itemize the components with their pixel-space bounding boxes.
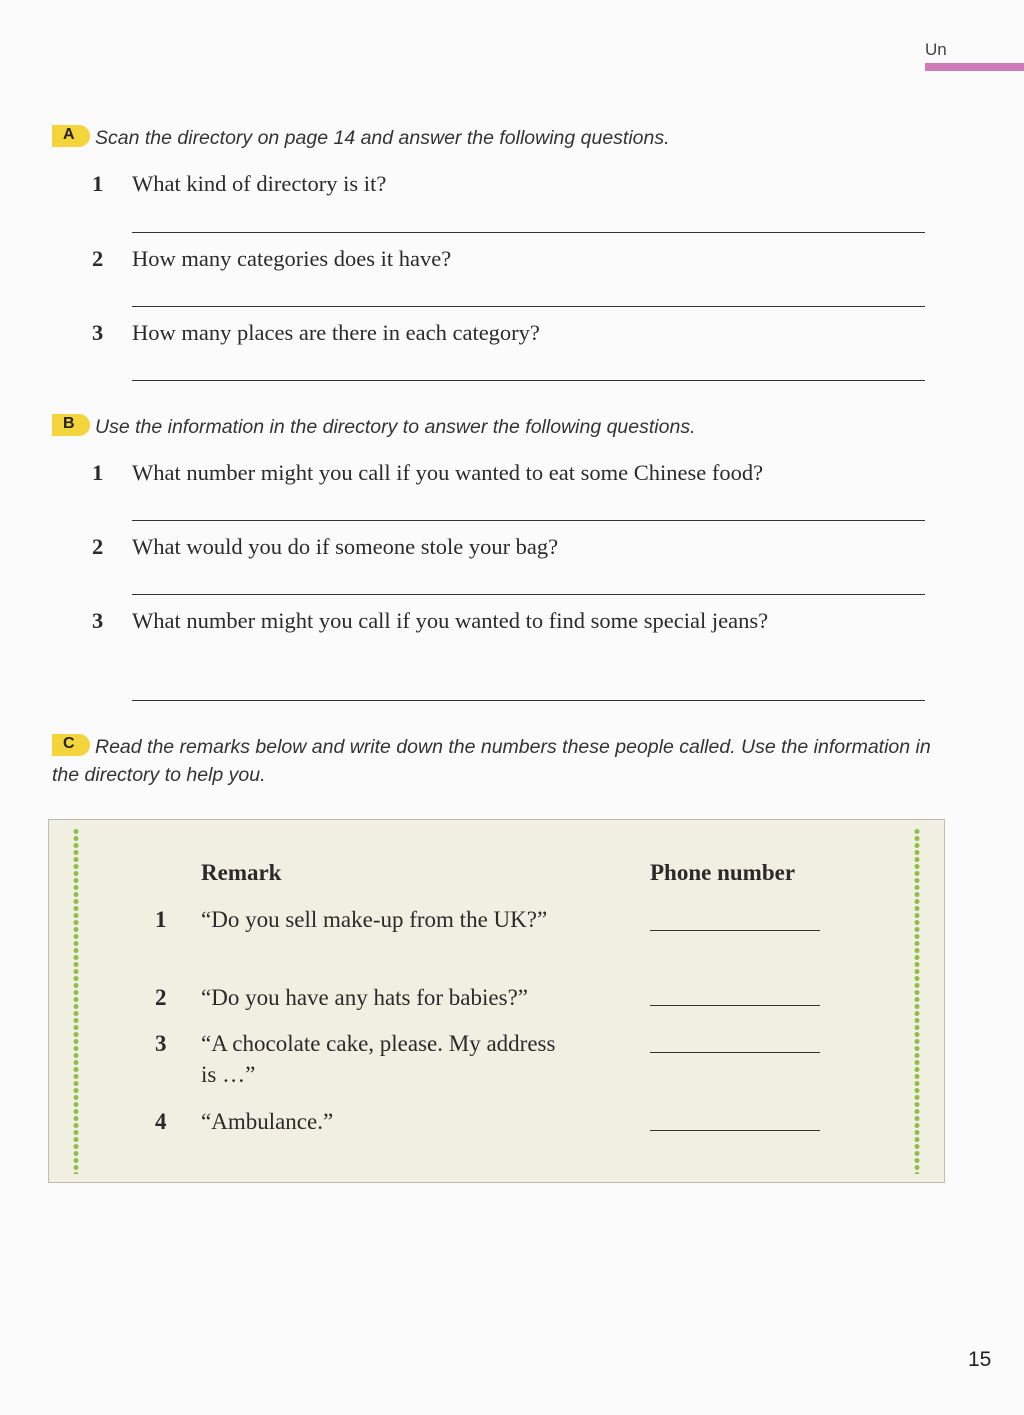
section-a-instruction: Scan the directory on page 14 and answer the following questions. — [95, 127, 670, 149]
question-a3 — [92, 317, 962, 349]
question-a2 — [92, 243, 962, 275]
unit-color-bar — [925, 63, 1024, 71]
right-vine-border — [912, 828, 922, 1174]
question-text: What kind of directory is it? — [132, 171, 387, 196]
question-number: 2 — [92, 246, 104, 271]
section-a-badge: A — [52, 125, 90, 147]
answer-line-b2[interactable] — [132, 594, 925, 595]
unit-tab-label: Un — [925, 40, 947, 59]
left-vine-border — [71, 828, 81, 1174]
question-text: How many categories does it have? — [132, 246, 452, 271]
page-number: 15 — [968, 1348, 992, 1371]
phone-answer-line-1[interactable] — [650, 930, 820, 931]
remark-text: “Do you sell make-up from the UK?” — [201, 907, 548, 932]
answer-line-a3[interactable] — [132, 380, 925, 381]
remark-number: 2 — [155, 985, 167, 1010]
phone-answer-line-4[interactable] — [650, 1130, 820, 1131]
remark-row-4 — [155, 1106, 595, 1137]
section-b-badge: B — [52, 414, 90, 436]
question-number: 3 — [92, 608, 104, 633]
answer-line-b1[interactable] — [132, 520, 925, 521]
section-b-heading — [52, 413, 695, 441]
remark-number: 4 — [155, 1109, 167, 1134]
answer-line-b3[interactable] — [132, 700, 925, 701]
question-text: What number might you call if you wanted to find some special jeans? — [132, 608, 769, 633]
remark-text: “Do you have any hats for babies?” — [201, 985, 528, 1010]
question-number: 1 — [92, 460, 104, 485]
answer-line-a2[interactable] — [132, 306, 925, 307]
remark-text: “Ambulance.” — [201, 1109, 334, 1134]
remark-row-2 — [155, 982, 595, 1013]
question-a1 — [92, 168, 962, 200]
question-text: How many places are there in each category? — [132, 320, 540, 345]
section-c-badge: C — [52, 734, 90, 756]
phone-column-header: Phone number — [650, 860, 796, 885]
section-a-heading — [52, 124, 670, 152]
question-b3 — [92, 605, 872, 637]
phone-answer-line-3[interactable] — [650, 1052, 820, 1053]
question-b1 — [92, 457, 962, 489]
question-b2 — [92, 531, 962, 563]
section-c-heading — [52, 733, 932, 789]
section-c-instruction: Read the remarks below and write down the numbers these people called. Use the information in the directory to help you. — [52, 736, 931, 786]
question-number: 2 — [92, 534, 104, 559]
remark-column-header: Remark — [201, 860, 282, 885]
answer-line-a1[interactable] — [132, 232, 925, 233]
remark-number: 3 — [155, 1031, 167, 1056]
section-b-instruction: Use the information in the directory to answer the following questions. — [95, 416, 696, 438]
remark-number: 1 — [155, 907, 167, 932]
remark-row-1 — [155, 904, 575, 935]
phone-answer-line-2[interactable] — [650, 1005, 820, 1006]
question-text: What would you do if someone stole your bag? — [132, 534, 559, 559]
remark-row-3 — [155, 1028, 565, 1090]
question-text: What number might you call if you wanted to eat some Chinese food? — [132, 460, 764, 485]
remark-text: “A chocolate cake, please. My address is …” — [201, 1031, 556, 1087]
question-number: 1 — [92, 171, 104, 196]
question-number: 3 — [92, 320, 104, 345]
